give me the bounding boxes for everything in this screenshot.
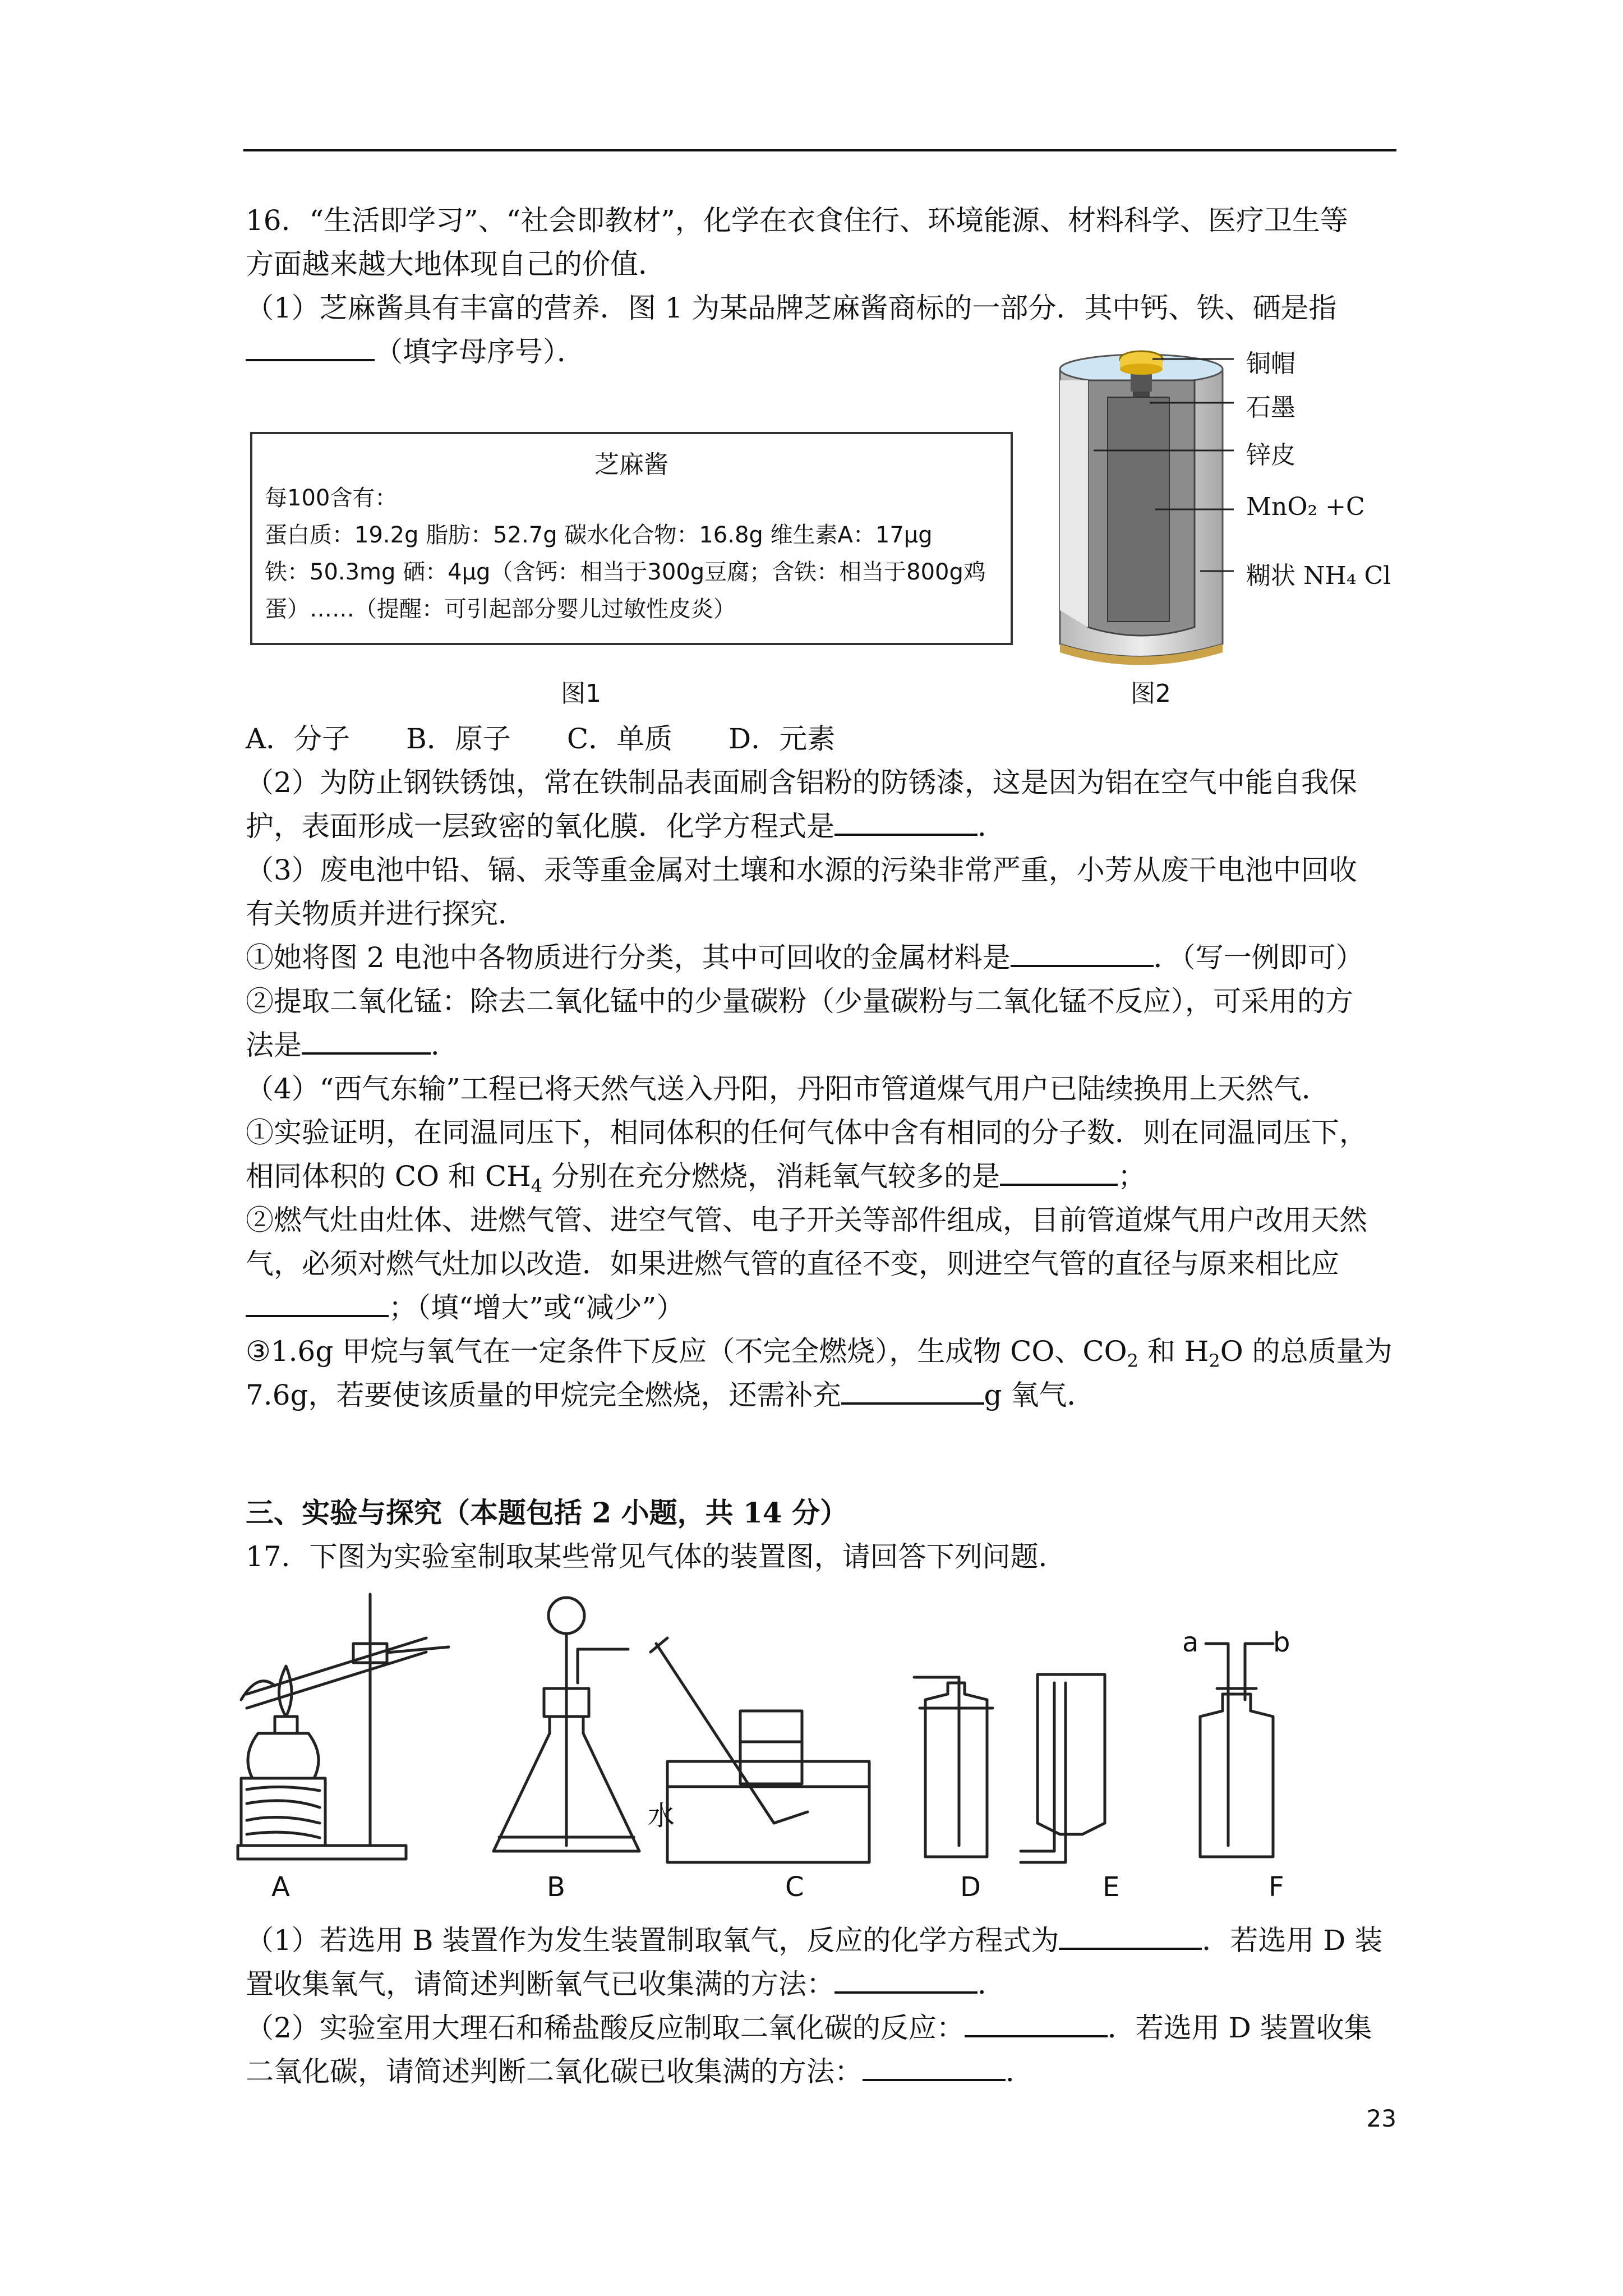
apparatus-port-b: b [1273,1627,1290,1658]
q16-part4-line8 [246,1373,1095,1417]
q17-part1-q2: 置收集氧气，请简述判断氧气已收集满的方法： [246,1968,834,2000]
figure2-caption: 图2 [1131,679,1171,708]
q16-part4-q1-end: ； [1118,1160,1146,1193]
q17-part1-q2-end: ． [978,1968,1006,2000]
q16-part1-tail: （填字母序号）． [375,335,585,368]
apparatus-label-b: B [547,1871,565,1903]
q16-part2-end: ． [978,810,1006,843]
q16-part2-line2 [246,804,1006,848]
q16-intro-line1: 16．“生活即学习”、“社会即教材”，化学在衣食住行、环境能源、材料科学、医疗卫生等 [246,204,1348,237]
apparatus-water-label: 水 [648,1800,675,1832]
q16-part4-q3-d: 7.6g，若要使该质量的甲烷完全燃烧，还需补充 [246,1379,841,1411]
q16-part4-q1-b: 分别在充分燃烧，消耗氧气较多的是 [542,1160,1000,1193]
q16-part2-text: 护，表面形成一层致密的氧化膜．化学方程式是 [246,810,834,843]
figure1-line1: 每100含有： [265,485,398,511]
answer-blank[interactable] [834,1966,978,1994]
apparatus-label-c: C [785,1871,804,1903]
answer-blank[interactable] [965,2009,1108,2037]
q16-part3-q2-end: ． [431,1029,459,1061]
q16-part4-q3-b: 和 H [1138,1335,1209,1368]
q17-part1-line1 [246,1918,1382,1962]
q16-part4-line1: （4）“西气东输”工程已将天然气送入丹阳，丹阳市管道煤气用户已陆续换用上天然气． [246,1073,1330,1105]
q16-part3-q2: 法是 [246,1029,302,1061]
q16-part3-line1: （3）废电池中铅、镉、汞等重金属对土壤和水源的污染非常严重，小芳从废干电池中回收 [246,854,1357,886]
q17-part1-line2 [246,1962,1006,2006]
figure1-line3: 铁：50.3mg 硒：4μg（含钙：相当于300g豆腐；含铁：相当于800g鸡 [265,559,986,585]
figure2-battery-diagram [1054,347,1234,672]
q16-part1-line2 [246,330,585,374]
q17-part2-line2 [246,2050,1034,2093]
answer-blank[interactable] [1059,1922,1202,1950]
q16-intro-line2: 方面越来越大地体现自己的价值． [246,248,666,280]
answer-blank[interactable] [302,1027,431,1055]
section3-heading: 三、实验与探究（本题包括 2 小题，共 14 分） [246,1496,848,1529]
answer-blank[interactable] [834,808,978,836]
q16-part4-q3-a: ③1.6g 甲烷与氧气在一定条件下反应（不完全燃烧），生成物 CO、CO [246,1335,1127,1368]
q16-options: A．分子 B．原子 C．单质 D．元素 [246,723,836,755]
answer-blank[interactable] [863,2053,1006,2081]
header-rule [243,149,1396,151]
q16-part3-line2: 有关物质并进行探究． [246,898,526,930]
q16-part1-line1: （1）芝麻酱具有丰富的营养．图 1 为某品牌芝麻酱商标的一部分．其中钙、铁、硒是指 [246,292,1337,324]
subscript: 2 [1127,1350,1138,1372]
q16-part4-q3-c: O 的总质量为 [1220,1335,1393,1368]
q16-part4-q2-end: ；（填“增大”或“减少”） [389,1291,685,1324]
figure1-nutrition-label [250,432,1013,645]
q16-part3-line4: ②提取二氧化锰：除去二氧化锰中的少量碳粉（少量碳粉与二氧化锰不反应），可采用的方 [246,985,1353,1018]
q17-apparatus-diagram [224,1588,1346,1885]
subscript: 2 [1209,1350,1220,1372]
q17-part1-text: （1）若选用 B 装置作为发生装置制取氧气，反应的化学方程式为 [246,1924,1059,1957]
q17-part2-q2-end: ． [1006,2055,1034,2088]
q17-part2-end: ．若选用 D 装置收集 [1107,2012,1372,2044]
battery-label-copper-cap: 铜帽 [1246,349,1295,378]
q16-part3-line3 [246,936,1364,979]
q16-part3-q1-end: ．（写一例即可） [1153,941,1364,974]
figure1-line4: 蛋）……（提醒：可引起部分婴儿过敏性皮炎） [265,596,736,622]
battery-label-zinc: 锌皮 [1246,441,1295,470]
q16-part4-line4: ②燃气灶由灶体、进燃气管、进空气管、电子开关等部件组成，目前管道煤气用户改用天然 [246,1204,1367,1236]
q16-part4-line6 [246,1286,684,1329]
q16-part4-line3 [246,1154,1146,1198]
apparatus-label-f: F [1269,1871,1284,1903]
apparatus-label-d: D [960,1871,981,1903]
battery-label-graphite: 石墨 [1246,393,1295,422]
figure1-title: 芝麻酱 [594,450,668,479]
q16-part3-q1: ①她将图 2 电池中各物质进行分类，其中可回收的金属材料是 [246,941,1011,974]
subscript: 4 [531,1175,543,1197]
q16-part4-q1-a: 相同体积的 CO 和 CH [246,1160,531,1193]
battery-label-nh4cl: 糊状 NH₄ Cl [1246,562,1391,590]
q16-part3-line5 [246,1023,459,1067]
q17-part2-line1 [246,2006,1372,2050]
q16-part4-line2: ①实验证明，在同温同压下，相同体积的任何气体中含有相同的分子数．则在同温同压下， [246,1116,1367,1149]
apparatus-port-a: a [1182,1627,1199,1658]
apparatus-label-a: A [271,1871,290,1903]
q17-stem: 17．下图为实验室制取某些常见气体的装置图，请回答下列问题． [246,1540,1067,1573]
q16-part4-q3-end: g 氧气． [984,1379,1095,1411]
answer-blank[interactable] [1011,939,1154,967]
answer-blank[interactable] [1000,1158,1118,1186]
answer-blank[interactable] [246,333,375,361]
q16-part4-line5: 气，必须对燃气灶加以改造．如果进燃气管的直径不变，则进空气管的直径与原来相比应 [246,1248,1339,1280]
q17-part2-text: （2）实验室用大理石和稀盐酸反应制取二氧化碳的反应： [246,2012,965,2044]
battery-label-mno2: MnO₂ +C [1246,493,1365,521]
page-number: 23 [1366,2105,1396,2132]
q17-part2-q2: 二氧化碳，请简述判断二氧化碳已收集满的方法： [246,2055,863,2088]
apparatus-label-e: E [1103,1871,1120,1903]
figure1-caption: 图1 [561,679,601,708]
q16-part2-line1: （2）为防止钢铁锈蚀，常在铁制品表面刷含铝粉的防锈漆，这是因为铝在空气中能自我保 [246,766,1357,799]
answer-blank[interactable] [841,1377,984,1405]
q17-part1-end: ．若选用 D 装 [1202,1924,1383,1957]
q16-part4-line7 [246,1329,1393,1373]
answer-blank[interactable] [246,1289,389,1317]
figure1-line2: 蛋白质：19.2g 脂肪：52.7g 碳水化合物：16.8g 维生素A：17μg [265,522,933,548]
